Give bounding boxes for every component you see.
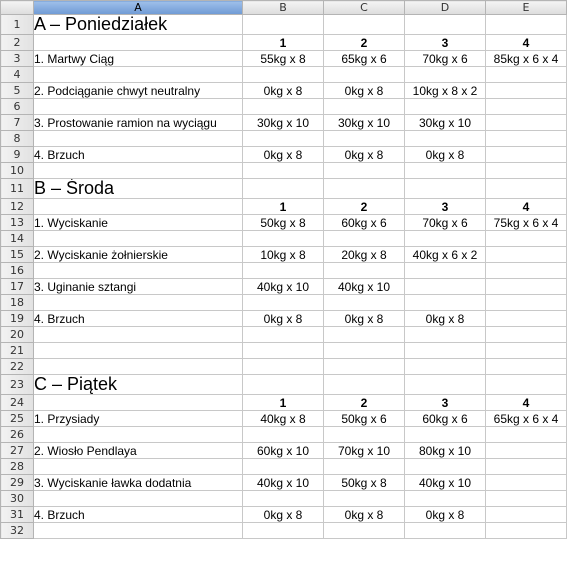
table-row [1, 395, 567, 411]
row-header[interactable]: 16 [1, 263, 34, 279]
cell-c[interactable]: 0kg x 8 [324, 83, 405, 99]
cell-c[interactable]: 2 [324, 199, 405, 215]
cell-c[interactable]: 0kg x 8 [324, 147, 405, 163]
row-header[interactable]: 25 [1, 411, 34, 427]
cell-c[interactable]: 60kg x 6 [324, 215, 405, 231]
table-row [1, 99, 567, 115]
cell-a[interactable] [34, 131, 243, 147]
cell-e[interactable] [486, 231, 567, 247]
cell-a[interactable]: 4. Brzuch [34, 507, 243, 523]
cell-e[interactable] [486, 99, 567, 115]
row-header[interactable]: 20 [1, 327, 34, 343]
cell-b[interactable]: 1 [243, 35, 324, 51]
cell-a[interactable]: 4. Brzuch [34, 311, 243, 327]
cell-d[interactable] [405, 179, 486, 199]
cell-e[interactable] [486, 443, 567, 459]
row-header[interactable]: 6 [1, 99, 34, 115]
cell-a[interactable]: C – Piątek [34, 375, 243, 395]
cell-c[interactable] [324, 67, 405, 83]
column-header-d[interactable]: D [405, 1, 486, 15]
column-header-row [1, 1, 567, 15]
cell-c[interactable] [324, 99, 405, 115]
row-header[interactable]: 15 [1, 247, 34, 263]
cell-d[interactable]: 30kg x 10 [405, 115, 486, 131]
cell-b[interactable] [243, 295, 324, 311]
row-header[interactable]: 8 [1, 131, 34, 147]
cell-b[interactable] [243, 99, 324, 115]
cell-e[interactable]: 4 [486, 395, 567, 411]
cell-e[interactable] [486, 311, 567, 327]
cell-a[interactable] [34, 163, 243, 179]
cell-a[interactable] [34, 199, 243, 215]
table-row [1, 279, 567, 295]
cell-c[interactable] [324, 263, 405, 279]
cell-c[interactable]: 2 [324, 395, 405, 411]
cell-c[interactable] [324, 359, 405, 375]
cell-e[interactable]: 85kg x 6 x 4 [486, 51, 567, 67]
cell-b[interactable] [243, 459, 324, 475]
cell-a[interactable]: 3. Wyciskanie ławka dodatnia [34, 475, 243, 491]
cell-b[interactable] [243, 359, 324, 375]
row-header[interactable]: 29 [1, 475, 34, 491]
cell-d[interactable] [405, 263, 486, 279]
cell-d[interactable]: 3 [405, 395, 486, 411]
cell-c[interactable]: 65kg x 6 [324, 51, 405, 67]
cell-c[interactable]: 20kg x 8 [324, 247, 405, 263]
cell-b[interactable] [243, 231, 324, 247]
row-header[interactable]: 4 [1, 67, 34, 83]
cell-c[interactable] [324, 427, 405, 443]
row-header[interactable]: 7 [1, 115, 34, 131]
cell-a[interactable] [34, 523, 243, 539]
cell-b[interactable] [243, 131, 324, 147]
cell-c[interactable] [324, 343, 405, 359]
cell-b[interactable]: 50kg x 8 [243, 215, 324, 231]
cell-c[interactable] [324, 295, 405, 311]
cell-a[interactable] [34, 359, 243, 375]
cell-c[interactable] [324, 179, 405, 199]
cell-b[interactable]: 1 [243, 199, 324, 215]
row-header[interactable]: 28 [1, 459, 34, 475]
cell-e[interactable] [486, 247, 567, 263]
row-header[interactable]: 23 [1, 375, 34, 395]
cell-e[interactable] [486, 179, 567, 199]
cell-a[interactable]: 2. Wyciskanie żołnierskie [34, 247, 243, 263]
cell-e[interactable] [486, 327, 567, 343]
cell-c[interactable] [324, 523, 405, 539]
cell-c[interactable] [324, 163, 405, 179]
cell-e[interactable] [486, 131, 567, 147]
cell-b[interactable]: 30kg x 10 [243, 115, 324, 131]
cell-b[interactable]: 60kg x 10 [243, 443, 324, 459]
row-header[interactable]: 17 [1, 279, 34, 295]
cell-a[interactable]: A – Poniedziałek [34, 15, 243, 35]
row-header[interactable]: 19 [1, 311, 34, 327]
cell-d[interactable] [405, 99, 486, 115]
table-row [1, 491, 567, 507]
table-row [1, 507, 567, 523]
column-header-c[interactable]: C [324, 1, 405, 15]
cell-a[interactable] [34, 459, 243, 475]
cell-e[interactable]: 75kg x 6 x 4 [486, 215, 567, 231]
cell-b[interactable] [243, 263, 324, 279]
row-header[interactable]: 27 [1, 443, 34, 459]
cell-d[interactable] [405, 427, 486, 443]
cell-c[interactable]: 70kg x 10 [324, 443, 405, 459]
cell-d[interactable]: 60kg x 6 [405, 411, 486, 427]
table-row [1, 523, 567, 539]
cell-d[interactable]: 40kg x 6 x 2 [405, 247, 486, 263]
table-row [1, 199, 567, 215]
table-row [1, 459, 567, 475]
cell-b[interactable] [243, 427, 324, 443]
table-row [1, 179, 567, 199]
cell-b[interactable] [243, 375, 324, 395]
table-row [1, 163, 567, 179]
cell-d[interactable] [405, 359, 486, 375]
row-header[interactable]: 3 [1, 51, 34, 67]
cell-d[interactable]: 80kg x 10 [405, 443, 486, 459]
cell-d[interactable] [405, 459, 486, 475]
table-row [1, 327, 567, 343]
row-header[interactable]: 12 [1, 199, 34, 215]
cell-d[interactable] [405, 375, 486, 395]
row-header[interactable]: 30 [1, 491, 34, 507]
cell-b[interactable]: 0kg x 8 [243, 507, 324, 523]
cell-e[interactable] [486, 523, 567, 539]
cell-a[interactable]: 3. Prostowanie ramion na wyciągu [34, 115, 243, 131]
cell-b[interactable] [243, 67, 324, 83]
cell-b[interactable]: 0kg x 8 [243, 147, 324, 163]
row-header[interactable]: 18 [1, 295, 34, 311]
cell-c[interactable] [324, 491, 405, 507]
cell-b[interactable]: 0kg x 8 [243, 83, 324, 99]
cell-e[interactable] [486, 15, 567, 35]
table-row [1, 35, 567, 51]
cell-d[interactable] [405, 343, 486, 359]
cell-a[interactable] [34, 99, 243, 115]
column-header-e[interactable]: E [486, 1, 567, 15]
row-header[interactable]: 5 [1, 83, 34, 99]
cell-e[interactable] [486, 427, 567, 443]
table-row [1, 359, 567, 375]
cell-b[interactable]: 0kg x 8 [243, 311, 324, 327]
cell-e[interactable] [486, 263, 567, 279]
cell-b[interactable] [243, 343, 324, 359]
cell-d[interactable] [405, 131, 486, 147]
cell-a[interactable] [34, 327, 243, 343]
cell-a[interactable] [34, 67, 243, 83]
row-header[interactable]: 22 [1, 359, 34, 375]
cell-a[interactable]: 1. Przysiady [34, 411, 243, 427]
cell-d[interactable]: 70kg x 6 [405, 215, 486, 231]
table-row [1, 67, 567, 83]
table-row [1, 15, 567, 35]
cell-b[interactable] [243, 163, 324, 179]
cell-c[interactable] [324, 131, 405, 147]
cell-e[interactable] [486, 491, 567, 507]
cell-c[interactable]: 50kg x 8 [324, 475, 405, 491]
cell-e[interactable] [486, 147, 567, 163]
cell-c[interactable]: 50kg x 6 [324, 411, 405, 427]
table-row [1, 311, 567, 327]
cell-e[interactable] [486, 343, 567, 359]
cell-e[interactable] [486, 67, 567, 83]
table-row [1, 443, 567, 459]
table-row [1, 115, 567, 131]
cell-e[interactable] [486, 115, 567, 131]
cell-c[interactable]: 30kg x 10 [324, 115, 405, 131]
cell-e[interactable] [486, 295, 567, 311]
cell-e[interactable] [486, 459, 567, 475]
cell-b[interactable] [243, 179, 324, 199]
cell-e[interactable] [486, 375, 567, 395]
cell-b[interactable] [243, 491, 324, 507]
grid-body [1, 15, 567, 539]
table-row [1, 295, 567, 311]
cell-c[interactable]: 2 [324, 35, 405, 51]
table-row [1, 263, 567, 279]
cell-a[interactable]: 2. Podciąganie chwyt neutralny [34, 83, 243, 99]
cell-d[interactable] [405, 327, 486, 343]
row-header[interactable]: 31 [1, 507, 34, 523]
cell-a[interactable]: 1. Martwy Ciąg [34, 51, 243, 67]
column-header-b[interactable]: B [243, 1, 324, 15]
cell-a[interactable]: 2. Wiosło Pendlaya [34, 443, 243, 459]
row-header[interactable]: 10 [1, 163, 34, 179]
table-row [1, 375, 567, 395]
cell-e[interactable] [486, 83, 567, 99]
column-header-a[interactable]: A [34, 1, 243, 15]
table-row [1, 231, 567, 247]
cell-e[interactable]: 65kg x 6 x 4 [486, 411, 567, 427]
cell-d[interactable]: 0kg x 8 [405, 147, 486, 163]
row-header[interactable]: 9 [1, 147, 34, 163]
row-header[interactable]: 11 [1, 179, 34, 199]
cell-d[interactable] [405, 491, 486, 507]
table-row [1, 215, 567, 231]
cell-e[interactable]: 4 [486, 199, 567, 215]
cell-d[interactable]: 10kg x 8 x 2 [405, 83, 486, 99]
cell-d[interactable]: 3 [405, 199, 486, 215]
cell-c[interactable]: 0kg x 8 [324, 311, 405, 327]
cell-d[interactable] [405, 231, 486, 247]
cell-c[interactable] [324, 327, 405, 343]
row-header[interactable]: 1 [1, 15, 34, 35]
table-row [1, 247, 567, 263]
cell-a[interactable] [34, 35, 243, 51]
cell-e[interactable] [486, 507, 567, 523]
cell-c[interactable] [324, 15, 405, 35]
cell-b[interactable]: 1 [243, 395, 324, 411]
cell-b[interactable]: 40kg x 10 [243, 279, 324, 295]
cell-a[interactable] [34, 343, 243, 359]
table-row [1, 411, 567, 427]
cell-d[interactable] [405, 523, 486, 539]
cell-b[interactable] [243, 523, 324, 539]
cell-b[interactable]: 40kg x 10 [243, 475, 324, 491]
cell-a[interactable] [34, 231, 243, 247]
table-row [1, 51, 567, 67]
cell-a[interactable] [34, 427, 243, 443]
cell-e[interactable] [486, 163, 567, 179]
row-header[interactable]: 2 [1, 35, 34, 51]
cell-e[interactable] [486, 359, 567, 375]
cell-d[interactable]: 0kg x 8 [405, 507, 486, 523]
cell-a[interactable] [34, 263, 243, 279]
cell-a[interactable] [34, 395, 243, 411]
cell-e[interactable]: 4 [486, 35, 567, 51]
cell-b[interactable]: 10kg x 8 [243, 247, 324, 263]
table-row [1, 83, 567, 99]
row-header[interactable]: 26 [1, 427, 34, 443]
table-row [1, 131, 567, 147]
cell-d[interactable]: 70kg x 6 [405, 51, 486, 67]
cell-e[interactable] [486, 475, 567, 491]
cell-c[interactable] [324, 231, 405, 247]
cell-c[interactable]: 40kg x 10 [324, 279, 405, 295]
cell-c[interactable] [324, 375, 405, 395]
row-header[interactable]: 24 [1, 395, 34, 411]
cell-a[interactable] [34, 295, 243, 311]
cell-a[interactable]: 3. Uginanie sztangi [34, 279, 243, 295]
cell-b[interactable]: 40kg x 8 [243, 411, 324, 427]
table-row [1, 475, 567, 491]
cell-d[interactable] [405, 295, 486, 311]
cell-e[interactable] [486, 279, 567, 295]
cell-d[interactable]: 40kg x 10 [405, 475, 486, 491]
row-header[interactable]: 14 [1, 231, 34, 247]
cell-d[interactable] [405, 163, 486, 179]
table-row [1, 147, 567, 163]
cell-d[interactable]: 3 [405, 35, 486, 51]
cell-d[interactable]: 0kg x 8 [405, 311, 486, 327]
row-header[interactable]: 32 [1, 523, 34, 539]
cell-b[interactable]: 55kg x 8 [243, 51, 324, 67]
cell-a[interactable]: B – Środa [34, 179, 243, 199]
table-row [1, 343, 567, 359]
table-row [1, 427, 567, 443]
cell-c[interactable] [324, 459, 405, 475]
cell-c[interactable]: 0kg x 8 [324, 507, 405, 523]
cell-d[interactable] [405, 67, 486, 83]
cell-a[interactable]: 4. Brzuch [34, 147, 243, 163]
cell-a[interactable] [34, 491, 243, 507]
row-header[interactable]: 21 [1, 343, 34, 359]
select-all-corner[interactable] [1, 1, 34, 15]
cell-a[interactable]: 1. Wyciskanie [34, 215, 243, 231]
cell-b[interactable] [243, 15, 324, 35]
row-header[interactable]: 13 [1, 215, 34, 231]
cell-b[interactable] [243, 327, 324, 343]
cell-d[interactable] [405, 279, 486, 295]
cell-d[interactable] [405, 15, 486, 35]
